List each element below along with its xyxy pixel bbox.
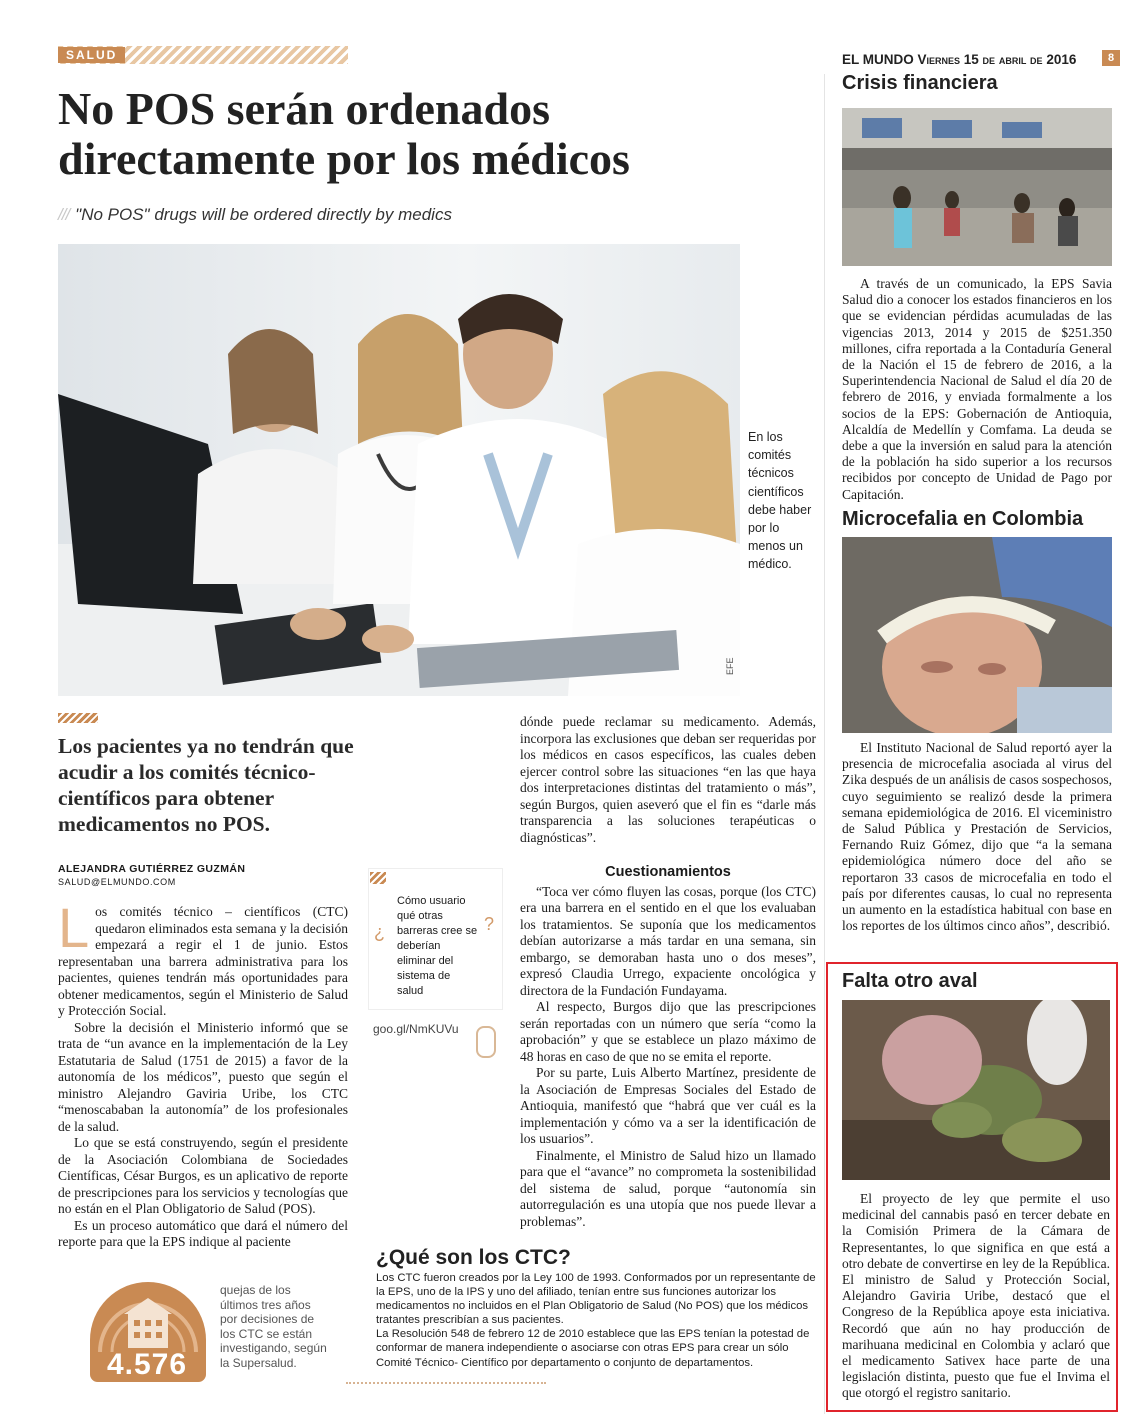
ctc-box-title: ¿Qué son los CTC? <box>376 1246 571 1269</box>
body-column-1 <box>58 896 348 1251</box>
stat-description: quejas de los últimos tres años por decisiones de los CTC se están investigando, según la Supersalud. <box>220 1283 327 1370</box>
brief-title-falta-aval: Falta otro aval <box>842 970 978 992</box>
body-paragraph: “Toca ver cómo fluyen las cosas, porque (los CTC) era una barrera en el sentido en el que los evaluaban los tratamientos. Se suponía que los medicamentos debían autorizarse a más tardar en una semana, sin embargo, se demoraban hasta uno o dos meses”, expresó Claudia Urrego, expaciente oncológica y directora de la Fundación Fundayama. <box>520 883 816 998</box>
body-paragraph: Sobre la decisión el Ministerio informó que se trata de “un avance en la implementación de la Ley Estatutaria de Salud (1751 de 2015) a favor de la autonomía de los médicos”, puesto que según el ministro Alejandro Gaviria Uribe, los CTC “menoscababan la autonomía” de los profesionales de la salud. <box>58 1019 348 1134</box>
sidebox-decoration <box>370 872 386 884</box>
dropcap: L <box>58 896 90 959</box>
body-paragraph: Finalmente, el Ministro de Salud hizo un llamado para que el “avance” no comprometa la sostenibilidad del sistema de salud, porque “autonomía sin autorregulación es una utopía que nos puede llevar a problemas”. <box>520 1147 816 1229</box>
question-close-icon: ? <box>484 914 495 934</box>
body-paragraph: Por su parte, Luis Alberto Martínez, presidente de la Asociación de Empresas Sociales del Estado de Antioquia, manifestó que “habrá que ver cuál es la implementación y cómo va a ser la identificación de los usuarios”. <box>520 1065 816 1146</box>
survey-link[interactable]: goo.gl/NmKUVu <box>373 1022 459 1036</box>
dotted-divider <box>346 1382 546 1384</box>
stat-number: 4.576 <box>106 1348 188 1381</box>
brief-text-falta-aval: El proyecto de ley que permite el uso medicinal del cannabis pasó en tercer debate en la Comisión Primera de la Cámara de Representantes, lo que significa en que está a otro debate de convertirse en ley de la República. El ministro de Salud y Protección Social, Alejandro Gaviria Uribe, destacó que el Congreso de la República apoye esta iniciativa. Recordó que aún no hay producción de marihuana medicinal en Colombia y aclaró que el medicamento Sativex hace parte de una legislación distinta, puesto que fue el Invima el que otorgó el registro sanitario. <box>842 1191 1110 1401</box>
byline-author: ALEJANDRA GUTIÉRREZ GUZMÁN <box>58 863 246 875</box>
masthead-paper: EL MUNDO <box>842 52 914 67</box>
body-paragraph: Al respecto, Burgos dijo que las prescripciones serán reportadas con un número que sería “como la aprobación” y que se establece un plazo máximo de 48 horas en caso de que no se emita el reporte. <box>520 999 816 1064</box>
section-tag <box>58 46 348 64</box>
column-divider <box>824 74 825 1414</box>
photo-cannabis <box>842 1000 1110 1180</box>
photo-microcefalia <box>842 537 1112 733</box>
body-column-2 <box>520 714 816 1230</box>
headline: No POS serán ordenados directamente por los médicos <box>58 83 630 184</box>
mouse-icon <box>476 1026 496 1058</box>
deck-decoration <box>58 713 98 723</box>
byline-email: SALUD@ELMUNDO.COM <box>58 877 176 887</box>
subhead-text: "No POS" drugs will be ordered directly by medics <box>75 205 452 224</box>
body-paragraph: Es un proceso automático que dará el número del reporte para que la EPS indique al paciente <box>58 1217 348 1249</box>
question-open-icon: ¿ <box>374 922 385 942</box>
main-photo <box>58 244 740 696</box>
brief-text-microcefalia: El Instituto Nacional de Salud reportó ayer la presencia de microcefalia asociada al virus del Zika después de un análisis de casos sospechosos, cuyo seguimiento se realizó desde la primera semana epidemiológica de 2016. El viceministro de Salud Pública y Prestación de Servicios, Fernando Ruiz Gómez, dijo que “a la semana epidemiológica número doce del año se reportaron 33 casos de microcefalia en todo el país por diferentes causas, lo cual no representa un aumento en la estadística habitual con base en los reportes de los últimos cinco años”, describió. <box>842 740 1112 934</box>
body-paragraph: dónde puede reclamar su medicamento. Además, incorpora las exclusiones que deban ser requeridas por los médicos en casos específicos, las cuales deben ejercer control sobre las situaciones “en las que haya dos interpretaciones distintas del tratamiento o más”, según Burgos, quien aseveró que el fin es “darle más transparencia a las soluciones terapéuticas o diagnósticas”. <box>520 714 816 845</box>
brief-text-crisis: A través de un comunicado, la EPS Savia Salud dio a conocer los estados financieros en los que se evidencian pérdidas acumuladas de las vigencias 2013, 2014 y 2015 de $251.350 millones, cifra reportada a la Contaduría General de la Nación el 15 de febrero de 2016, a la Superintendencia Nacional de Salud el día 20 de febrero de 2016, y enviada formalmente a los socios de la EPS: Gobernación de Antioquia, Alcaldía de Medellín y Comfama. La deuda se debe a que la inversión en salud para la atención de la población ha sido superior a los recursos recibidos por concepto de Unidad de Pago por Capitación. <box>842 276 1112 502</box>
masthead-date: Viernes 15 de abril de 2016 <box>917 52 1077 67</box>
ctc-box-text <box>376 1271 816 1370</box>
reader-question: Cómo usuario qué otras barreras cree se deberían eliminar del sistema de salud <box>397 895 478 997</box>
ctc-paragraph: Los CTC fueron creados por la Ley 100 de 1993. Conformados por un representante de la EPS, uno de la IPS y uno del afiliado, tenían entre sus funciones autorizar los medicamentos no incluidos en el Plan Obligatorio de Salud (No POS) que los médicos tratantes prescribían a sus pacientes. <box>376 1272 816 1327</box>
slashes-decoration: /// <box>58 205 70 224</box>
photo-credit: EFE <box>725 657 735 675</box>
body-paragraph: Los comités técnico – científicos (CTC) quedaron eliminados esta semana y la decisión empezará a regir el 1 de junio. Estos representaban una barrera administrativa para los pacientes, quienes tendrán más oportunidades para obtener medicamentos, según el Ministerio de Salud y Protección Social. <box>58 896 348 1018</box>
deck: Los pacientes ya no tendrán que acudir a los comités técnico-científicos para obtener medicamentos no POS. <box>58 734 354 836</box>
photo-crisis-financiera <box>842 108 1112 266</box>
body-paragraph: Lo que se está construyendo, según el presidente de la Asociación Colombiana de Sociedades Científicas, César Burgos, es un aplicativo de reporte de prescripciones para los servicios y tecnologías que no están en el Plan Obligatorio de Salud (POS). <box>58 1135 348 1216</box>
brief-title-crisis: Crisis financiera <box>842 72 998 94</box>
subtitle-cuestionamientos: Cuestionamientos <box>605 864 731 880</box>
page-number: 8 <box>1102 50 1120 66</box>
ctc-paragraph: La Resolución 548 de febrero 12 de 2010 establece que las EPS tenían la potestad de conformar de manera independiente o asociarse con otras EPS para crear un sólo Comité Técnico- Científico por departamento o conjunto de departamentos. <box>376 1328 810 1369</box>
english-subhead <box>58 205 452 225</box>
photo-caption: En los comités técnicos científicos debe haber por lo menos un médico. <box>748 430 812 572</box>
brief-title-microcefalia: Microcefalia en Colombia <box>842 508 1084 530</box>
section-label: SALUD <box>58 47 125 63</box>
masthead <box>842 52 1076 67</box>
